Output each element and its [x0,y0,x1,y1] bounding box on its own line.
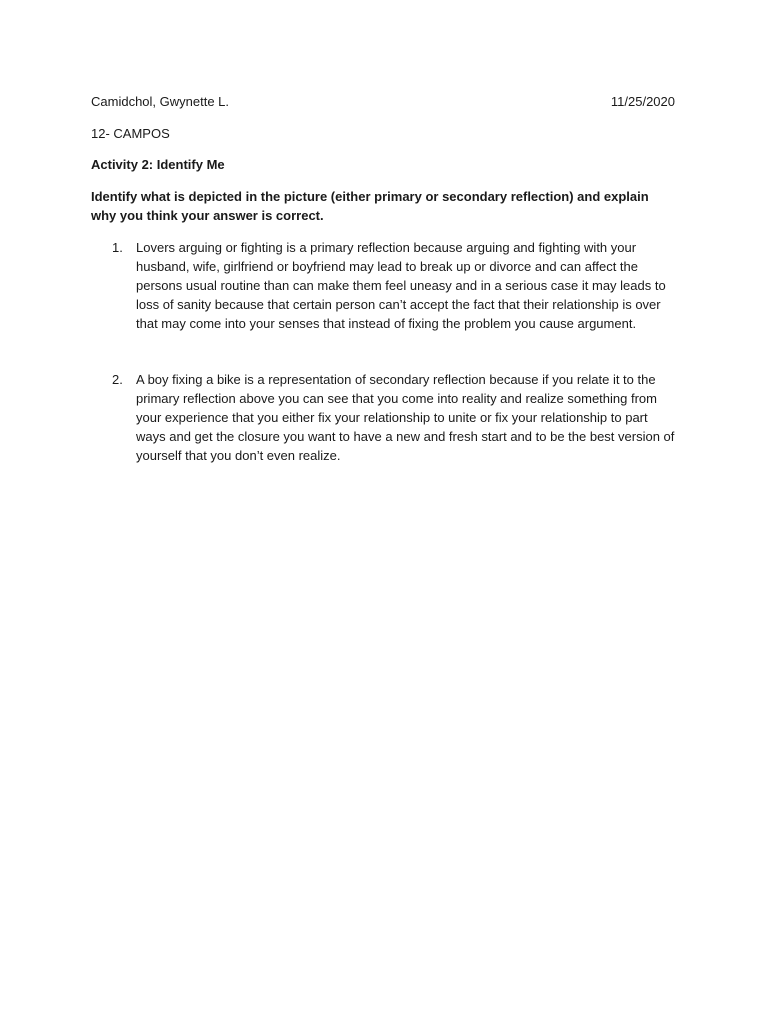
instruction-text: Identify what is depicted in the picture (either primary or secondary reflection) and explain why you think your answer is correct. [91,189,649,223]
section-label: 12- CAMPOS [91,126,170,141]
author-name: Camidchol, Gwynette L. [91,94,230,109]
document-date: 11/25/2020 [610,94,675,109]
answer-text: A boy fixing a bike is a representation of secondary reflection because if you relate it to the primary reflection above you can see that you come into reality and realize something from your experience that you either fix your relationship to unite or fix your relationship to part ways and get the closure you want to have a new and fresh start and to be the best version of yourself that you don’t even realize. [136,372,675,463]
answer-number: 1. [112,240,123,255]
document-header [91,93,675,111]
answer-number: 2. [112,372,123,387]
answer-text: Lovers arguing or fighting is a primary reflection because arguing and fighting with your husband, wife, girlfriend or boyfriend may lead to break up or divorce and can affect the persons usual routine than can make them feel uneasy and in a serious case it may leads to loss of sanity because that certain person can’t accept the fact that their relationship is over that may come into your senses that instead of fixing the problem you cause argument. [136,240,666,331]
activity-title: Activity 2: Identify Me [91,157,225,172]
